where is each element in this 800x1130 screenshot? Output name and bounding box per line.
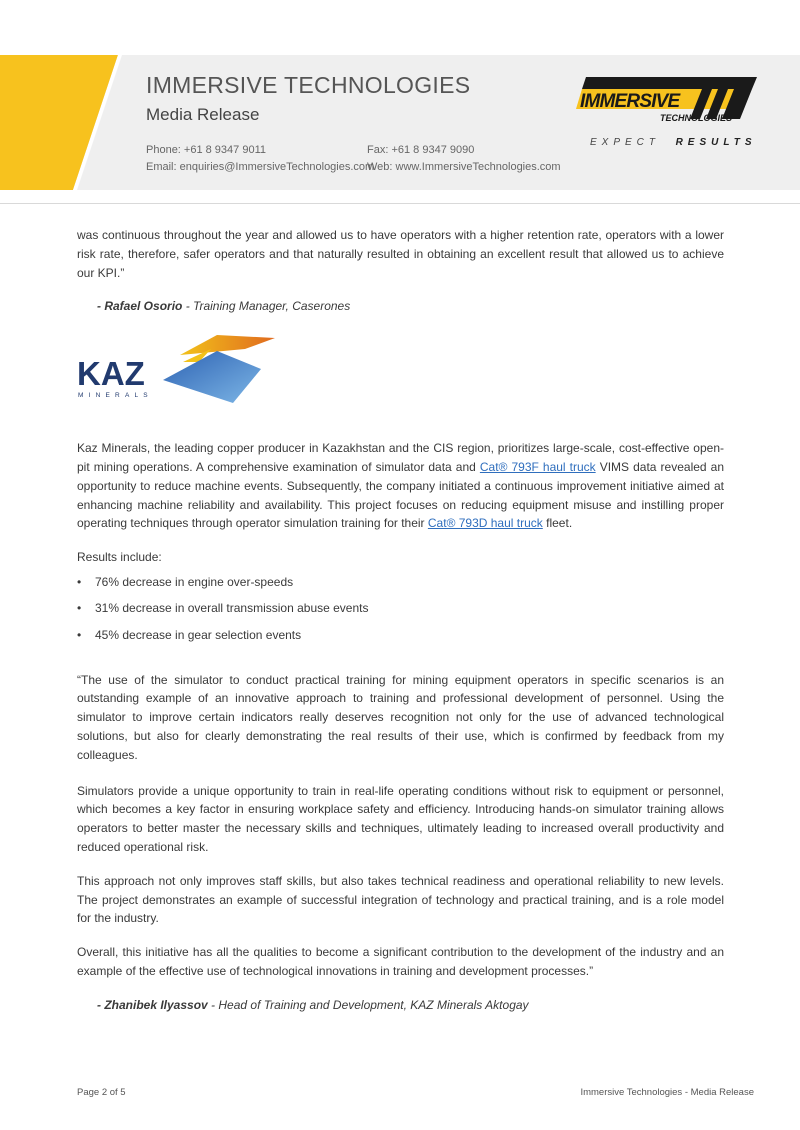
paragraph: Simulators provide a unique opportunity to train in real-life operating conditions without risk to equipment or personnel, which becomes a key factor in ensuring workplace safety and efficiency. Introducing hands-on simulator training allows operators to better master the necessary skills and techniques, ultimately leading to increased overall productivity and reduced operational risk. xyxy=(77,783,724,854)
header-subtitle: Media Release xyxy=(146,105,260,124)
kaz-logo-sub: MINERALS xyxy=(78,392,153,400)
contact-phone: Phone: +61 8 9347 9011 xyxy=(146,144,266,156)
kaz-paragraph: Kaz Minerals, the leading copper producer in Kazakhstan and the CIS region, prioritizes large-scale, cost-effective open-pit mining operations. A comprehensive examination of simulator data and Cat® 793F haul truck VIMS data revealed an opportunity to reduce machine events. Subsequently, the company initiated a continuous improvement initiative aimed at enhancing machine reliability and availability. This project focuses on reducing equipment misuse and instilling proper operating techniques through operator simulation training for their Cat® 793D haul truck fleet. xyxy=(77,441,724,531)
link-cat-793f[interactable]: Cat® 793F haul truck xyxy=(479,459,596,474)
paragraph: Overall, this initiative has all the qualities to become a significant contribution to the development of the industry and an example of the effective use of technological innovations in training and development processes.” xyxy=(77,945,724,978)
contact-block-right xyxy=(367,142,561,176)
attribution-ilyassov: - Zhanibek Ilyassov - Head of Training and Development, KAZ Minerals Aktogay xyxy=(97,997,529,1012)
kaz-logo-text: KAZ xyxy=(77,355,145,393)
kaz-minerals-logo xyxy=(77,335,277,405)
bullet-icon: • xyxy=(77,601,82,616)
paragraph: “The use of the simulator to conduct practical training for mining equipment operators in specific scenarios is an outstanding example of an innovative approach to training and professional development of personnel. Using the simulator to improve certain indicators really deserves recognition not only for the use of advanced technological solutions, but also for clearly demonstrating the real results of their use, which is confirmed by feedback from my colleagues. xyxy=(77,672,724,762)
paragraph: This approach not only improves staff skills, but also takes technical readiness and operational reliability to new levels. The project demonstrates an example of successful integration of technology and practical training, and is a role model for the industry. xyxy=(77,873,724,926)
main-content xyxy=(77,226,724,1030)
immersive-logo xyxy=(572,75,757,145)
results-list xyxy=(77,573,724,645)
logo-text: IMMERSIVE xyxy=(580,91,680,112)
contact-block-left xyxy=(146,142,374,176)
footer-title: Immersive Technologies - Media Release xyxy=(580,1087,754,1098)
page-number: Page 2 of 5 xyxy=(77,1087,126,1098)
logo-subtext: TECHNOLOGIES xyxy=(660,113,733,123)
header-accent-stripe xyxy=(0,55,125,190)
contact-fax: Fax: +61 8 9347 9090 xyxy=(367,144,475,156)
attribution-osorio: - Rafael Osorio - Training Manager, Caserones xyxy=(97,299,351,314)
header-title: IMMERSIVE TECHNOLOGIES xyxy=(146,72,471,98)
bullet-icon: • xyxy=(77,574,82,589)
header-divider xyxy=(0,203,800,204)
paragraph: was continuous throughout the year and allowed us to have operators with a higher retention rate, operators with a lower risk rate, therefore, safer operators and that naturally resulted in obtaining an excellent result that allowed us to achieve our KPI.” xyxy=(77,228,724,280)
list-item: • 45% decrease in gear selection events xyxy=(77,626,724,645)
link-cat-793d[interactable]: Cat® 793D haul truck xyxy=(427,516,543,531)
bullet-icon: • xyxy=(77,627,82,642)
contact-web: Web: www.ImmersiveTechnologies.com xyxy=(367,161,561,173)
list-item: • 31% decrease in overall transmission abuse events xyxy=(77,599,724,618)
contact-email: Email: enquiries@ImmersiveTechnologies.com xyxy=(146,161,375,173)
results-intro: Results include: xyxy=(77,550,162,565)
list-item: • 76% decrease in engine over-speeds xyxy=(77,573,724,592)
tagline: EXPECT RESULTS xyxy=(590,137,757,148)
page-header xyxy=(0,55,800,190)
